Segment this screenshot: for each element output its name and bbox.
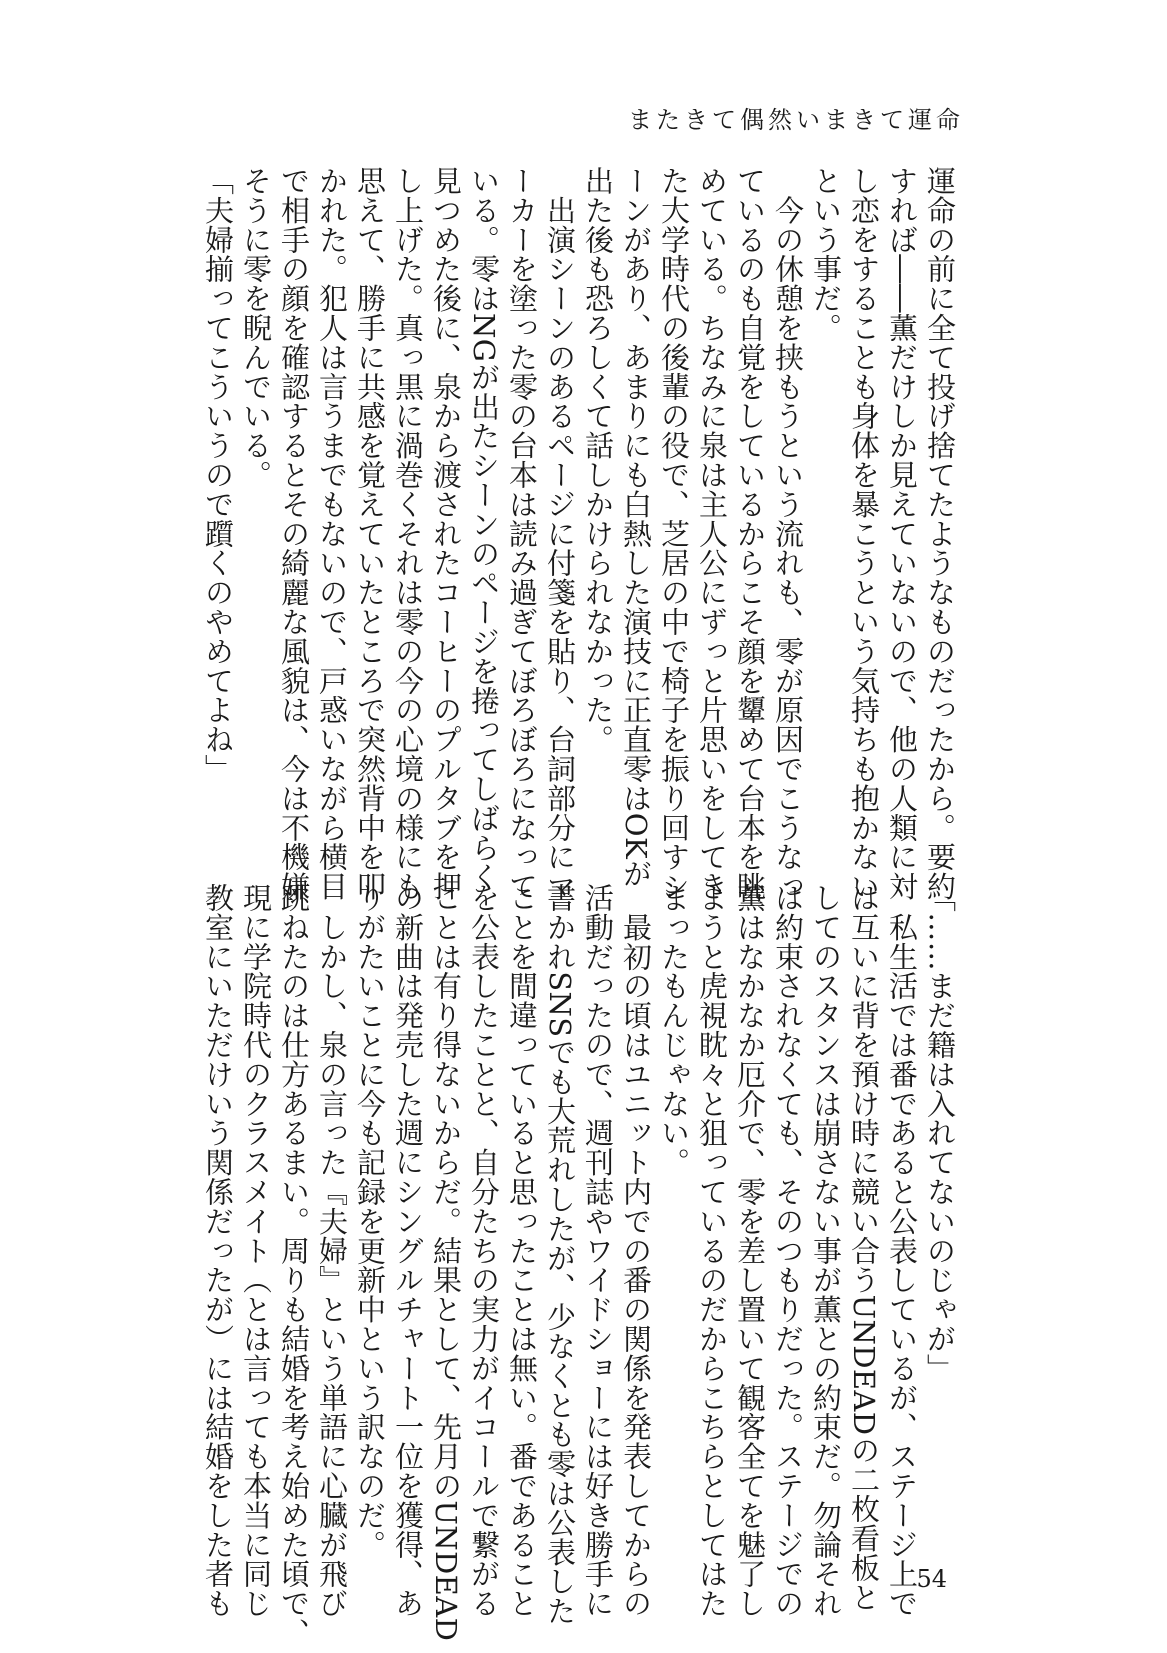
text-line: し上げた。真っ黒に渦巻くそれは零の今の心境の様にも [391, 166, 425, 901]
text-line: 見つめた後に、泉から渡されたコーヒーのプルタブを押 [429, 166, 463, 901]
text-line: 思えて、勝手に共感を覚えていたところで突然背中を叩 [353, 166, 387, 901]
text-line: 最初の頃はユニット内での番の関係を発表してからの [619, 883, 653, 1618]
text-line: ことを間違っていると思ったことは無い。番であること [505, 883, 539, 1618]
text-line: 私生活では番であると公表しているが、ステージ上で [885, 883, 919, 1618]
text-line: ーカーを塗った零の台本は読み過ぎてぼろぼろになって [505, 166, 539, 901]
page-number: 54 [916, 1565, 947, 1593]
text-line: しかし、泉の言った『夫婦』という単語に心臓が飛び [315, 883, 349, 1618]
text-line: 教室にいただけいう関係だったが）には結婚をした者も [201, 883, 235, 1618]
text-line: すれば――薫だけしか見えていないので、他の人類に対 [885, 166, 919, 901]
text-line: 「夫婦揃ってこういうので躓くのやめてよね」 [201, 166, 235, 784]
text-line: ているのも自覚をしているからこそ顔を顰めて台本を眺 [733, 166, 767, 901]
text-line: 今の休憩を挟もうという流れも、零が原因でこうなっ [771, 166, 805, 901]
text-line: ーンがあり、あまりにも白熱した演技に正直零はOKが [619, 166, 653, 889]
text-line: 出演シーンのあるページに付箋を貼り、台詞部分にマ [543, 166, 577, 901]
text-line: かれた。犯人は言うまでもないので、戸惑いながら横目 [315, 166, 349, 901]
text-line: 運命の前に全て投げ捨てたようなものだったから。要約 [923, 166, 957, 901]
text-line: そうに零を睨んでいる。 [239, 166, 273, 490]
text-line: いる。零はNGが出たシーンのページを捲ってしばらく [467, 166, 501, 892]
text-line: めている。ちなみに泉は主人公にずっと片思いをしてき [695, 166, 729, 901]
text-line: してのスタンスは崩さない事が薫との約束だ。勿論それ [809, 883, 843, 1618]
running-header: またきて偶然いまきて運命 [628, 106, 964, 134]
text-line: 出た後も恐ろしくて話しかけられなかった。 [581, 166, 615, 754]
text-line: を公表したことと、自分たちの実力がイコールで繋がる [467, 883, 501, 1618]
text-line: は約束されなくても、そのつもりだった。ステージでの [771, 883, 805, 1618]
text-line: 「……まだ籍は入れてないのじゃが」 [923, 883, 957, 1383]
text-line: 現に学院時代のクラスメイト（とは言っても本当に同じ [239, 883, 273, 1618]
text-line: という事だ。 [809, 166, 843, 343]
text-line: 書かれSNSでも大荒れしたが、少なくとも零は公表した [543, 883, 577, 1626]
text-line: ようと虎視眈々と狙っているのだからこちらとしてはた [695, 883, 729, 1618]
text-line: 跳ねたのは仕方あるまい。周りも結婚を考え始めた頃で、 [277, 883, 311, 1648]
text-line: 薫はなかなか厄介で、零を差し置いて観客全てを魅了し [733, 883, 767, 1618]
text-line: で相手の顔を確認するとその綺麗な風貌は、今は不機嫌 [277, 166, 311, 901]
text-line: 活動だったので、週刊誌やワイドショーには好き勝手に [581, 883, 615, 1618]
upper-text-block [201, 166, 959, 901]
text-line: ことは有り得ないからだ。結果として、先月のUNDEAD [429, 883, 463, 1642]
text-line: た大学時代の後輩の役で、芝居の中で椅子を振り回すシ [657, 166, 691, 901]
text-line: りがたいことに今も記録を更新中という訳なのだ。 [353, 883, 387, 1560]
text-line: は互いに背を預け時に競い合うUNDEADの二枚看板と [847, 883, 881, 1612]
text-line: の新曲は発売した週にシングルチャート一位を獲得、あ [391, 883, 425, 1618]
text-line: し恋をすることも身体を暴こうという気持ちも抱かない [847, 166, 881, 901]
text-line: まったもんじゃない。 [657, 883, 691, 1177]
